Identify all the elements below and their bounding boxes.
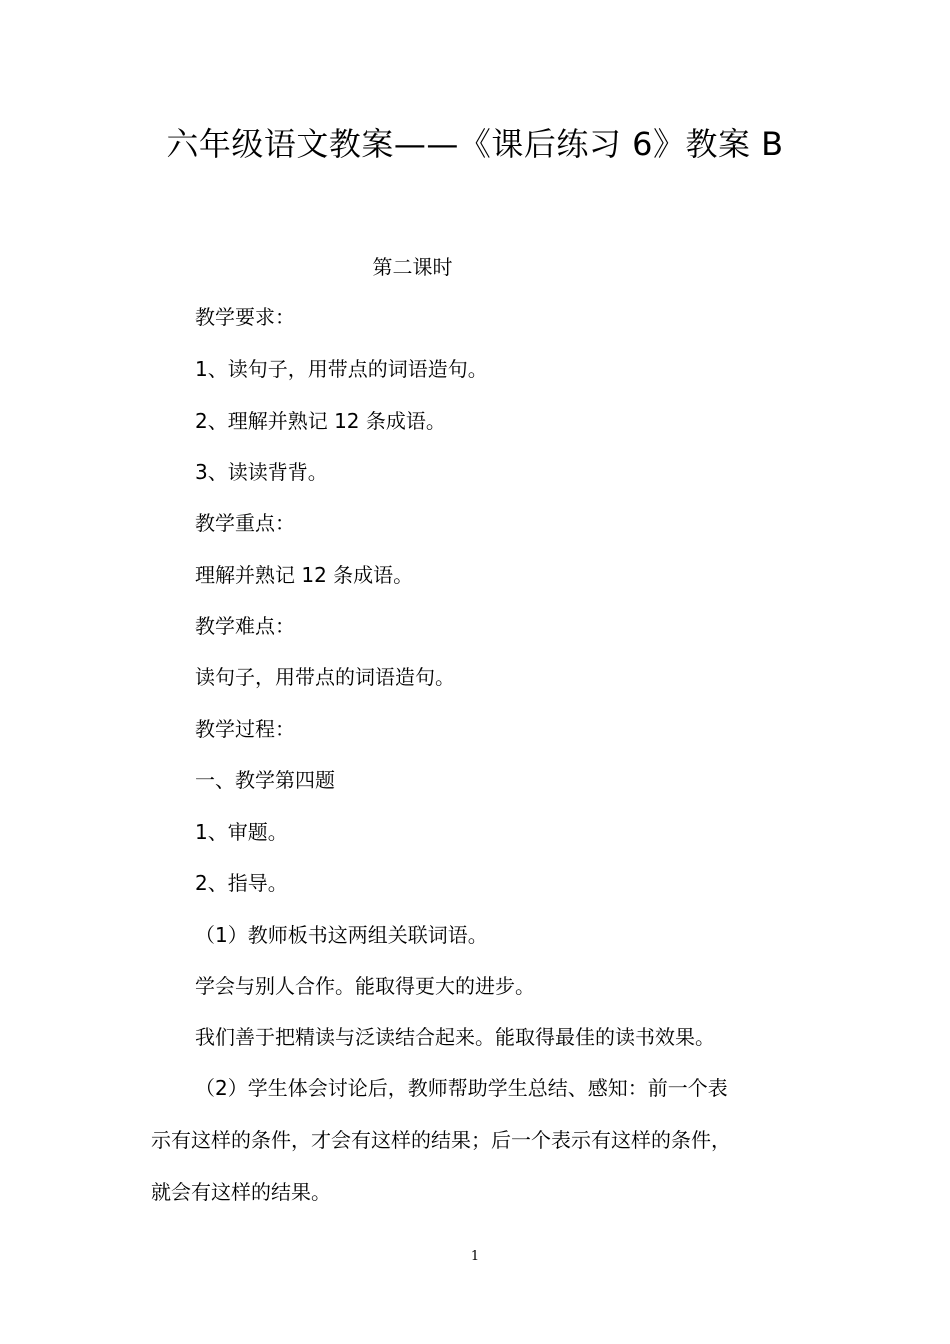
sub-step-1: （1）教师板书这两组关联词语。 (195, 923, 488, 947)
process-step-1: 1、审题。 (195, 820, 288, 844)
requirement-item-2: 2、理解并熟记 12 条成语。 (195, 409, 446, 433)
page-number: 1 (470, 1249, 480, 1264)
key-point-text: 理解并熟记 12 条成语。 (195, 563, 414, 587)
requirement-item-1: 1、读句子，用带点的词语造句。 (195, 357, 488, 381)
difficulty-text: 读句子，用带点的词语造句。 (195, 665, 455, 689)
heading-key-points: 教学重点： (195, 511, 295, 535)
lesson-subtitle: 第二课时 (372, 255, 453, 279)
process-step-2: 2、指导。 (195, 871, 288, 895)
sub-step-2-paragraph (151, 1062, 811, 1218)
example-sentence-2: 我们善于把精读与泛读结合起来。能取得最佳的读书效果。 (195, 1025, 715, 1049)
heading-difficulties: 教学难点： (195, 614, 295, 638)
example-sentence-1: 学会与别人合作。能取得更大的进步。 (195, 974, 535, 998)
paragraph-line-3: 就会有这样的结果。 (151, 1180, 331, 1204)
heading-teaching-process: 教学过程： (195, 717, 295, 741)
document-title: 六年级语文教案——《课后练习 6》教案 B (166, 125, 784, 163)
requirement-item-3: 3、读读背背。 (195, 460, 328, 484)
heading-teaching-requirements: 教学要求： (195, 305, 295, 329)
paragraph-line-1: （2）学生体会讨论后，教师帮助学生总结、感知：前一个表 (195, 1076, 728, 1100)
paragraph-line-2: 示有这样的条件，才会有这样的结果；后一个表示有这样的条件， (151, 1128, 731, 1152)
section-heading-4: 一、教学第四题 (195, 768, 335, 792)
